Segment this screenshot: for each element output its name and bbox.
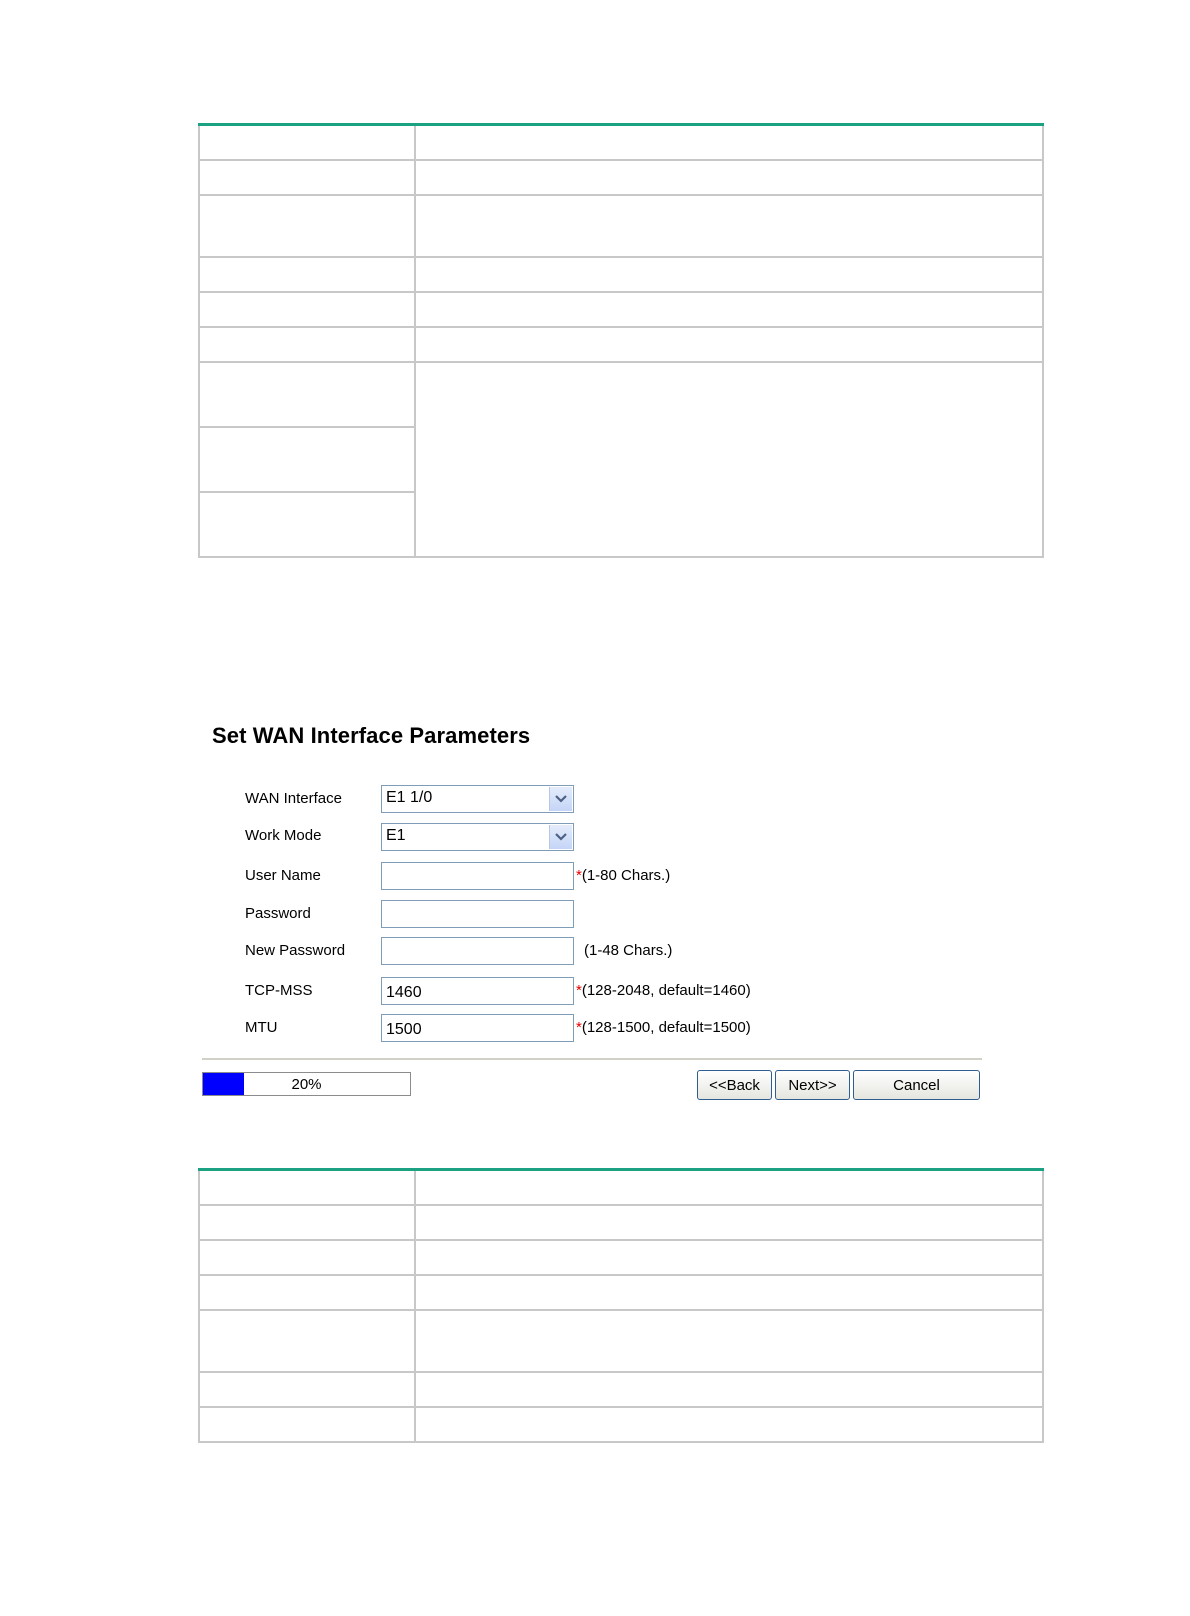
user-name-input[interactable] [381, 862, 574, 890]
wan-interface-label: WAN Interface [245, 790, 342, 807]
tcp-mss-input[interactable] [381, 977, 574, 1005]
work-mode-select[interactable] [381, 823, 574, 851]
new-password-input[interactable] [381, 937, 574, 965]
wan-interface-select[interactable] [381, 785, 574, 813]
form-divider [202, 1058, 982, 1060]
progress-bar [202, 1072, 411, 1096]
doc-table-bottom [198, 1168, 1044, 1443]
tcp-mss-label: TCP-MSS [245, 982, 313, 999]
required-mark: * [576, 982, 582, 999]
tcp-mss-hint: *(128-2048, default=1460) [576, 982, 751, 999]
work-mode-value: E1 [386, 827, 406, 844]
wan-interface-value: E1 1/0 [386, 789, 433, 806]
progress-label: 20% [291, 1076, 322, 1093]
next-button[interactable]: Next>> [775, 1070, 850, 1100]
back-button[interactable]: <<Back [697, 1070, 772, 1100]
password-input[interactable] [381, 900, 574, 928]
chevron-down-icon[interactable] [549, 787, 572, 811]
mtu-label: MTU [245, 1019, 278, 1036]
doc-table-top [198, 123, 1044, 558]
mtu-hint: *(128-1500, default=1500) [576, 1019, 751, 1036]
required-mark: * [576, 1019, 582, 1036]
cancel-button[interactable]: Cancel [853, 1070, 980, 1100]
new-password-hint: (1-48 Chars.) [584, 942, 673, 959]
work-mode-label: Work Mode [245, 827, 322, 844]
mtu-input[interactable] [381, 1014, 574, 1042]
required-mark: * [576, 867, 582, 884]
page-title: Set WAN Interface Parameters [212, 723, 531, 748]
password-label: Password [245, 905, 311, 922]
user-name-label: User Name [245, 867, 321, 884]
new-password-label: New Password [245, 942, 346, 959]
chevron-down-icon[interactable] [549, 825, 572, 849]
user-name-hint: *(1-80 Chars.) [576, 867, 671, 884]
